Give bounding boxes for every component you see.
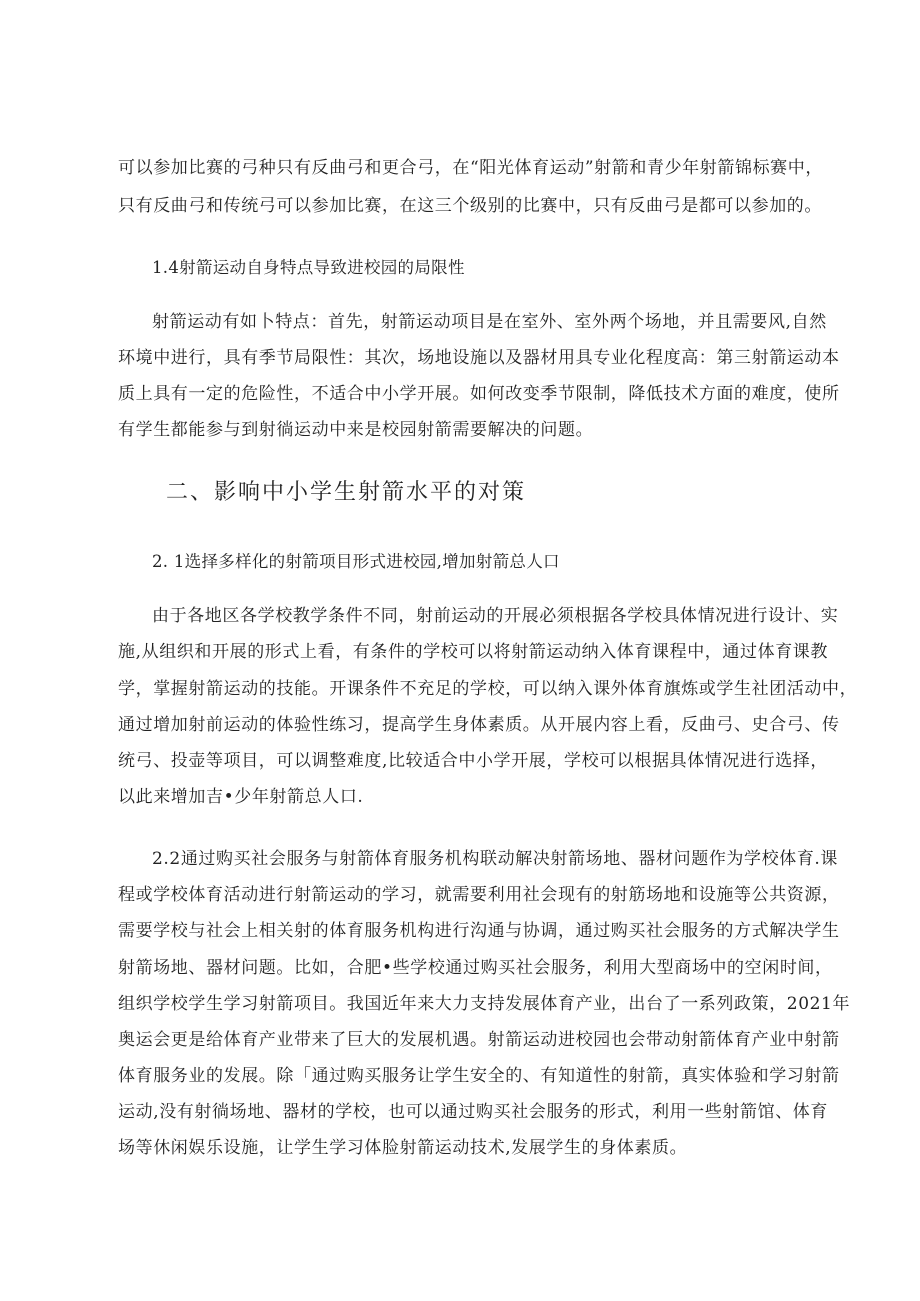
- paragraph-line: 射箭场地、器材问题。比如，合肥•些学校通过购买社会服务，利用大型商场中的空闲时间，: [118, 958, 833, 978]
- subsection-heading: 1.4射箭运动自身特点导致进校园的局限性: [152, 258, 465, 277]
- paragraph-line: 组织学校学生学习射箭项目。我国近年来大力支持发展体育产业，出台了一系列政策，2021年: [118, 994, 851, 1014]
- paragraph-line: 程或学校体育活动进行射箭运动的学习，就需要利用社会现有的射筋场地和设施等公共资源，: [118, 885, 840, 905]
- paragraph-line: 体育服务业的发展。除「通过购买服务让学生安全的、有知道性的射箭，真实体验和学习射箭: [118, 1066, 840, 1086]
- paragraph-line: 通过增加射前运动的体验性练习，提高学生身体素质。从开展内容上看，反曲弓、史合弓、传: [118, 715, 840, 735]
- paragraph-line: 统弓、投壶等项目，可以调整难度,比较适合中小学开展，学校可以根据具体情况进行选择，: [118, 751, 829, 771]
- paragraph-line: 可以参加比赛的弓种只有反曲弓和更合弓，在“阳光体育运动”射箭和青少年射箭锦标赛中，: [118, 158, 823, 178]
- subsection-heading: 2. 1选择多样化的射箭项目形式进校园,增加射箭总人口: [152, 552, 560, 571]
- paragraph-line: 2.2通过购买社会服务与射箭体育服务机构联动解决射箭场地、器材问题作为学校体育.课: [152, 849, 839, 869]
- paragraph-line: 奥运会更是给体育产业带来了巨大的发展机遇。射箭运动进校园也会带动射箭体育产业中射箭: [118, 1030, 840, 1050]
- section-title: 二、影响中小学生射箭水平的对策: [166, 480, 527, 505]
- paragraph-line: 质上具有一定的危险性，不适合中小学开展。如何改变季节限制，降低技术方面的难度，使所: [118, 384, 840, 404]
- paragraph-line: 施,从组织和开展的形式上看，有条件的学校可以将射箭运动纳入体育课程中，通过体育课教: [118, 642, 829, 662]
- paragraph-line: 以此来增加吉•少年射箭总人口.: [118, 787, 364, 807]
- paragraph-line: 只有反曲弓和传统弓可以参加比赛，在这三个级别的比赛中，只有反曲弓是都可以参加的。: [118, 196, 822, 216]
- paragraph-line: 学，掌握射箭运动的技能。开课条件不充足的学校，可以纳入课外体育旗炼或学生社团活动中，: [118, 679, 858, 699]
- paragraph-line: 运动,没有射徜场地、器材的学校，也可以通过购买社会服务的形式，利用一些射箭馆、体育: [118, 1102, 829, 1122]
- paragraph-line: 有学生都能参与到射徜运动中来是校园射箭需要解决的问题。: [118, 420, 594, 440]
- paragraph-line: 由于各地区各学校教学条件不同，射前运动的开展必须根据各学校具体情况进行设计、实: [152, 606, 839, 626]
- paragraph-line: 环境中进行，具有季节局限性：其次，场地设施以及器材用具专业化程度高：第三射箭运动本: [118, 348, 840, 368]
- paragraph-line: 场等休闲娱乐设施，让学生学习体脸射箭运动技术,发展学生的身体素质。: [118, 1138, 688, 1158]
- paragraph-line: 射箭运动有如卜特点：首先，射箭运动项目是在室外、室外两个场地，并且需要风,自然: [152, 312, 827, 332]
- paragraph-line: 需要学校与社会上相关射的体育服务机构进行沟通与协调，通过购买社会服务的方式解决学生: [118, 921, 840, 941]
